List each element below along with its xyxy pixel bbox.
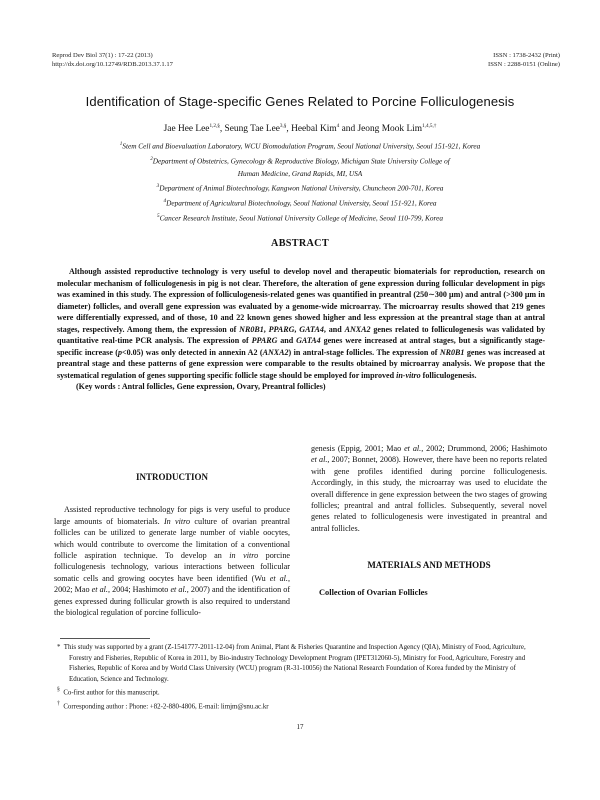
citation-etal: et al. xyxy=(170,585,187,595)
abstract-text: genes was increased at preantral stage and these patterns of gene expression were comparable to the results obtained by microarray analysis. We propose that the systematical regulation of genes supporting specific follicle stage should be employed for improved xyxy=(57,347,546,380)
footnote-text: Co-first author for this manuscript. xyxy=(63,689,160,697)
footnote-text: Corresponding author : Phone: +82-2-880-4806, E-mail: limjm@snu.ac.kr xyxy=(63,703,269,711)
body-text: genesis (Eppig, 2001; Mao xyxy=(311,444,405,453)
footnote-mark: † xyxy=(57,701,60,708)
abstract-text: genes were increased at antral stages, but a significantly stage-specific increase ( xyxy=(57,336,546,357)
citation-etal: et al. xyxy=(269,573,288,583)
abstract-text: ) in antral-stage follicles. The expression of xyxy=(288,347,440,357)
footnotes xyxy=(57,643,547,713)
abstract-text: folliculogenesis. xyxy=(420,370,477,380)
affiliation-text: Department of Animal Biotechnology, Kangwon National University, Chuncheon 200-701, Korea xyxy=(159,183,444,193)
affiliations xyxy=(80,138,520,224)
affiliation-mark: 2 xyxy=(150,155,153,162)
journal-citation: Reprod Dev Biol 37(1) : 17-22 (2013) xyxy=(52,52,153,59)
intro-paragraph-cont xyxy=(311,443,547,534)
page-number: 17 xyxy=(296,723,304,731)
doi-link[interactable]: http://dx.doi.org/10.12749/RDB.2013.37.1.17 xyxy=(52,61,173,68)
citation-etal: et al. xyxy=(91,585,108,595)
affiliation-4 xyxy=(80,195,520,210)
affiliation-text: Department of Obstetrics, Gynecology & Reproductive Biology, Michigan State University College of xyxy=(152,156,450,166)
footnote-mark: § xyxy=(57,687,60,694)
affiliation-3 xyxy=(80,180,520,195)
body-text: , 2007) and the identification of genes expressed during follicular growth is also required to understand the biological regulation of porcine folliculo- xyxy=(54,585,291,618)
gene-name: PPARG xyxy=(251,336,278,345)
affiliation-text: Department of Agricultural Biotechnology, Seoul National University, Seoul 151-921, Korea xyxy=(166,198,437,208)
gene-name: PPARG xyxy=(268,324,295,334)
affiliation-mark: 3 xyxy=(156,183,160,190)
affiliation-text: Cancer Research Institute, Seoul National University College of Medicine, Seoul 110-799, Korea xyxy=(159,213,444,223)
author-separator: , xyxy=(219,124,225,135)
abstract-term: in-vitro xyxy=(396,370,421,380)
author-affiliation-mark: 1,2,§ xyxy=(209,123,220,129)
p-value-symbol: p xyxy=(117,347,123,357)
author-affiliation-mark: 1,4,5,† xyxy=(422,123,437,129)
intro-paragraph xyxy=(54,504,290,618)
introduction-heading: INTRODUCTION xyxy=(135,472,208,482)
gene-name: ANXA2 xyxy=(262,347,289,357)
author: Seung Tae Lee xyxy=(224,124,280,135)
paper-title: Identification of Stage-specific Genes Related to Porcine Folliculogenesis xyxy=(85,94,515,109)
affiliation-text: Stem Cell and Bioevaluation Laboratory, WCU Biomodulation Program, Seoul National University, Seoul 151-921, Korea xyxy=(122,141,481,151)
citation-etal: et al. xyxy=(404,444,422,453)
right-column xyxy=(311,443,547,598)
abstract-body xyxy=(57,266,545,393)
author-affiliation-mark: 4 xyxy=(336,123,340,129)
abstract-text: <0.05) was only detected in annexin A2 ( xyxy=(122,347,263,357)
footnote-funding xyxy=(57,643,547,685)
footnote-corresponding xyxy=(57,699,547,713)
footnote-cofirst xyxy=(57,685,547,699)
affiliation-2-cont: Human Medicine, Grand Rapids, MI, USA xyxy=(237,169,363,179)
body-text: Assisted reproductive technology for pigs is very useful to produce large amounts of biomaterials. xyxy=(54,505,290,526)
keywords: (Key words : Antral follicles, Gene expression, Ovary, Preantral follicles) xyxy=(76,382,326,391)
left-column xyxy=(54,472,290,618)
journal-header xyxy=(52,51,312,69)
body-text: , 2007; Bonnet, 2008). However, there have been no reports related with gene profiles identified during porcine folliculogenesis. Accordingly, in this study, the microarray was used to elucidate the overall difference in gene expression between the two stages of growing follicles; preantral and antral follicles. Subsequently, several novel genes related to folliculogenesis were investigated in preantral and antral follicles. xyxy=(311,455,547,533)
author-separator: , xyxy=(286,124,292,135)
citation-etal: et al. xyxy=(311,455,328,465)
author: Jae Hee Lee xyxy=(163,124,210,135)
gene-name: GATA4 xyxy=(299,324,324,334)
footnote-text: This study was supported by a grant (Z-1541777-2011-12-04) from Animal, Plant & Fisheries Quarantine and Inspection Agency (QIA), Ministry of Food, Agriculture, Forestry and Fisheries, Republic of Korea in 2011, by Bio-industry Technology Development Program (IPET312060-5), Ministry for Food, Agriculture, Forestry and Fisheries, Republic of Korea and by World Class University (WCU) program (R-31-10056) the National Research Foundation of Korea funded by the Ministry of Education, Science and Technology. xyxy=(63,644,526,683)
affiliation-mark: 4 xyxy=(163,198,167,205)
author: Jeong Mook Lim xyxy=(357,124,423,135)
abstract-heading: ABSTRACT xyxy=(271,238,329,249)
abstract-paragraph: Although assisted reproductive technology is very useful to develop novel and therapeutic biomaterials for reproduction, research on molecular mechanism of folliculogenesis in pig is not clear. Therefore, the alteration of gene expression during follicular development in pigs was examined in this study. The expression of folliculogenesis-related genes was quantified in preantral (250∼300 μm) and antral (>300 μm in diameter) follicles, and overall gene expression was evaluated by a genome-wide microarray. The microarray results showed that 219 genes were differentially expressed, and of those, 10 and 22 known genes showed higher and less expression at the preantral stage than at antral stages, respectively. Among them, the expression of NR0B1, PPARG, GATA4, and ANXA2 genes related to folliculogenesis was validated by quantitative real-time PCR analysis. The expression of PPARG and GATA4 genes were increased at antral stages, but a significantly stage-specific increase (p<0.05) was only detected in annexin A2 (ANXA2) in antral-stage follicles. The expression of NR0B1 genes was increased at preantral stage and these patterns of gene expression were comparable to the results obtained by microarray analysis. We propose that the systematical regulation of genes supporting specific follicle stage should be employed for improved in-vitro folliculogenesis. xyxy=(57,267,546,380)
author-separator: and xyxy=(339,124,358,135)
footnote-divider xyxy=(60,638,150,639)
affiliation-1 xyxy=(80,138,520,153)
gene-name: NR0B1 xyxy=(439,347,465,357)
body-text: , 2002; Drummond, 2006; Hashimoto xyxy=(421,444,548,453)
body-text: , 2002; Mao xyxy=(54,573,290,595)
footnote-mark: * xyxy=(57,644,61,651)
issn-print: ISSN : 1738-2432 (Print) xyxy=(493,52,560,59)
abstract-text: genes related to folliculogenesis was validated by quantitative real-time PCR analysis. The expression of xyxy=(57,324,546,345)
gene-name: NR0B1 xyxy=(239,324,264,334)
author-list xyxy=(0,123,600,134)
body-text: , 2004; Hashimoto xyxy=(107,585,171,595)
abstract-text: Although assisted reproductive technology is very useful to develop novel and therapeutic biomaterials for reproduction, research on molecular mechanism of folliculogenesis in pig is not clear. Therefore, the alteration of gene expression during follicular development in pigs was examined in this study. The expression of folliculogenesis-related genes was quantified in preantral (250∼300 μm) and antral (>300 μm in diameter) follicles, and overall gene expression was evaluated by a genome-wide microarray. The microarray results showed that 219 genes were differentially expressed, and of those, 10 and 22 known genes showed higher and less expression at the preantral stage than at antral stages, respectively. Among them, the expression of xyxy=(57,267,545,334)
body-term: in vitro xyxy=(229,551,259,561)
issn-block xyxy=(360,51,560,69)
gene-name: GATA4 xyxy=(296,336,321,345)
author-affiliation-mark: 3,§ xyxy=(279,123,287,129)
affiliation-mark: 5 xyxy=(156,212,160,219)
affiliation-mark: 1 xyxy=(119,141,123,147)
author: Heebal Kim xyxy=(291,124,337,135)
body-text: porcine folliculogenesis technology, various interactions between follicular somatic cells and growing oocytes have been identified (Wu xyxy=(54,551,290,583)
issn-online: ISSN : 2288-0151 (Online) xyxy=(488,61,560,68)
gene-name: ANXA2 xyxy=(344,324,371,334)
methods-subheading: Collection of Ovarian Follicles xyxy=(319,587,428,597)
body-term: In vitro xyxy=(163,516,191,526)
affiliation-2 xyxy=(80,153,520,168)
methods-heading: MATERIALS AND METHODS xyxy=(367,560,491,571)
affiliation-5 xyxy=(80,210,520,225)
body-text: culture of ovarian preantral follicles can be utilized to generate large number of viable oocytes, which would contribute to overcome the limitation of a conventional follicle aspiration technique. To develop an xyxy=(54,516,291,561)
